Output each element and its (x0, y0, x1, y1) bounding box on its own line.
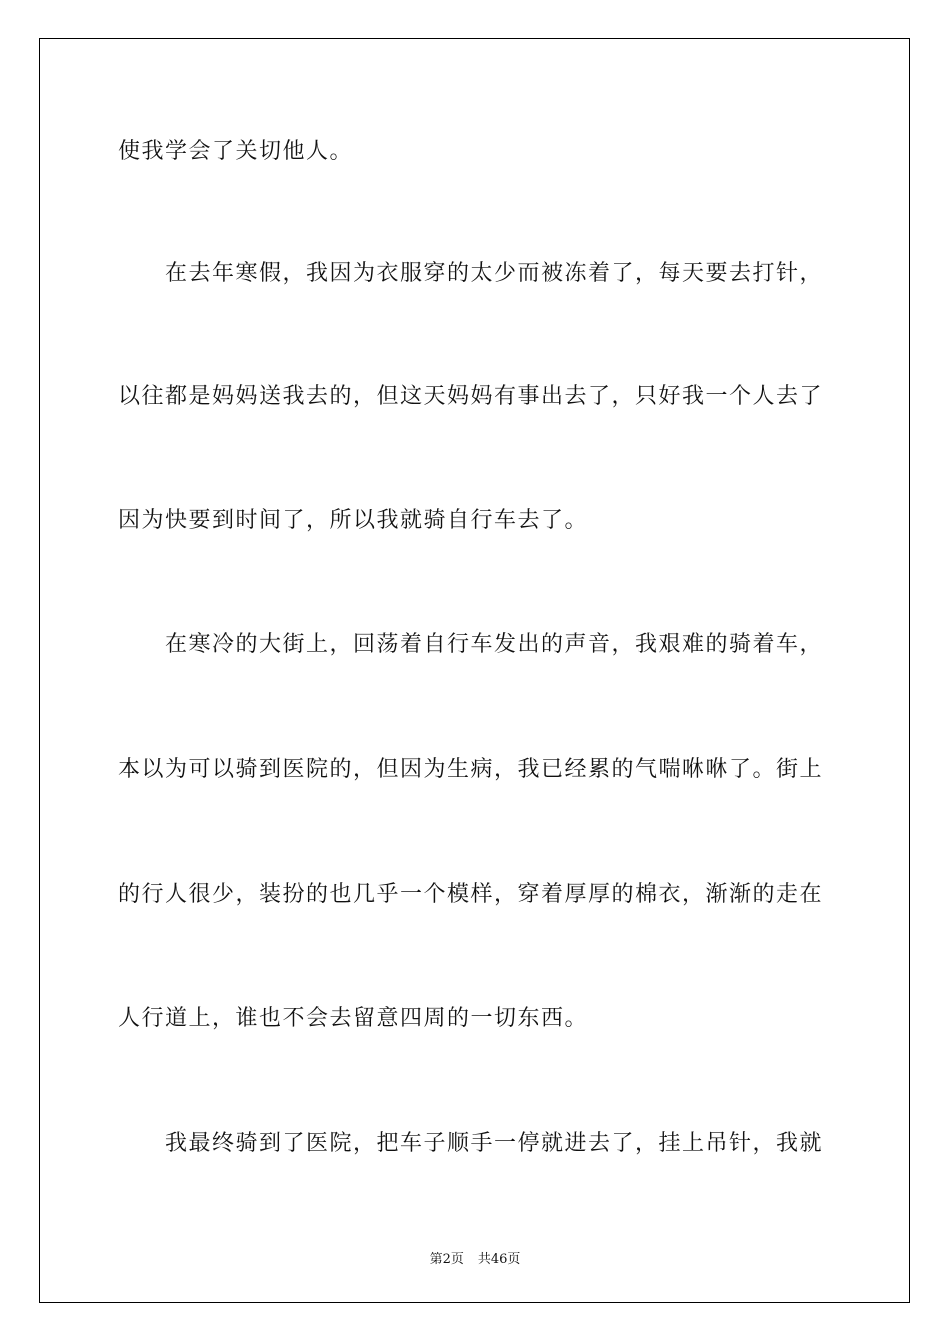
text-line-9: 我最终骑到了医院，把车子顺手一停就进去了，挂上吊针，我就 (165, 1131, 824, 1156)
text-line-7: 的行人很少，装扮的也几乎一个模样，穿着厚厚的棉衣，渐渐的走在 (118, 882, 824, 907)
page-footer (0, 1248, 950, 1267)
text-line-4: 因为快要到时间了，所以我就骑自行车去了。 (118, 508, 589, 533)
text-line-3: 以往都是妈妈送我去的，但这天妈妈有事出去了，只好我一个人去了 (118, 384, 824, 409)
text-line-5: 在寒冷的大街上，回荡着自行车发出的声音，我艰难的骑着车， (165, 632, 824, 657)
text-line-2: 在去年寒假，我因为衣服穿的太少而被冻着了，每天要去打针， (165, 261, 824, 286)
text-line-6: 本以为可以骑到医院的，但因为生病，我已经累的气喘咻咻了。街上 (118, 757, 824, 782)
total-pages: 共46页 (477, 1252, 521, 1267)
text-line-1: 使我学会了关切他人。 (118, 139, 354, 164)
text-line-8: 人行道上，谁也不会去留意四周的一切东西。 (118, 1006, 589, 1031)
page-border (39, 38, 910, 1303)
page-number: 第2页 (429, 1252, 464, 1267)
